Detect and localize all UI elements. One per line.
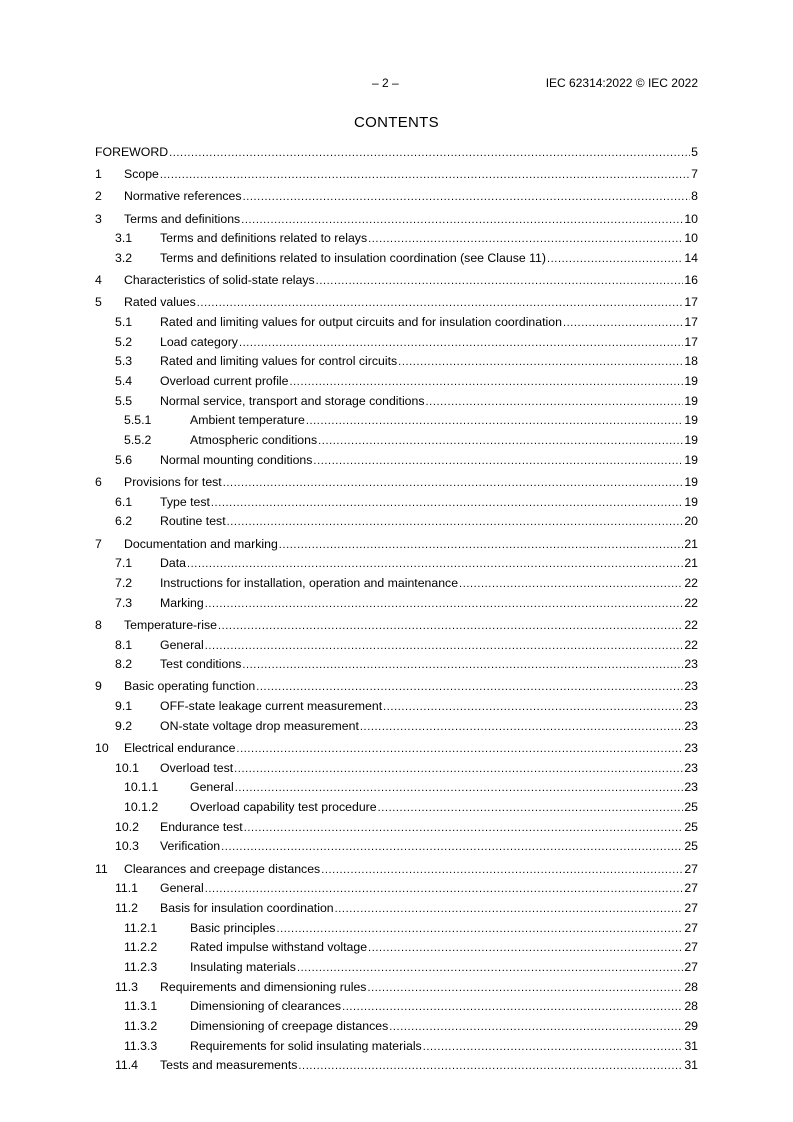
toc-entry-page: 20 <box>684 514 698 529</box>
toc-entry[interactable] <box>95 394 698 414</box>
toc-entry-title: Normal mounting conditions <box>160 452 313 467</box>
toc-entry[interactable] <box>95 980 698 1000</box>
toc-dot-leader <box>318 433 683 447</box>
toc-entry-title: Normal service, transport and storage conditions <box>160 393 425 408</box>
toc-dot-leader <box>316 273 684 287</box>
toc-entry-number: 11.4 <box>115 1058 139 1073</box>
toc-entry-number: 7.2 <box>115 575 133 590</box>
toc-entry-page: 10 <box>684 211 698 226</box>
toc-entry-title: Endurance test <box>160 819 243 834</box>
document-id: IEC 62314:2022 © IEC 2022 <box>545 76 698 90</box>
toc-dot-leader <box>335 901 684 915</box>
toc-entry-page: 8 <box>691 189 698 204</box>
toc-entry[interactable] <box>95 514 698 534</box>
toc-entry-page: 27 <box>684 940 698 955</box>
toc-entry[interactable] <box>95 940 698 960</box>
toc-entry-number: 11.3.3 <box>124 1038 158 1053</box>
toc-entry[interactable] <box>95 839 698 859</box>
toc-dot-leader <box>218 618 683 632</box>
toc-entry-title: Insulating materials <box>190 960 296 974</box>
toc-dot-leader <box>297 960 683 974</box>
toc-entry[interactable] <box>95 251 698 271</box>
toc-dot-leader <box>235 780 684 794</box>
toc-entry-page: 7 <box>691 167 698 182</box>
toc-entry-title: Dimensioning of creepage distances <box>190 1019 389 1034</box>
toc-dot-leader <box>211 495 683 509</box>
toc-dot-leader <box>205 638 684 652</box>
toc-entry-number: 5.3 <box>115 354 133 369</box>
toc-entry-page: 27 <box>684 920 698 935</box>
toc-entry[interactable] <box>95 273 698 293</box>
toc-entry[interactable] <box>95 335 698 355</box>
toc-dot-leader <box>221 839 683 853</box>
toc-dot-leader <box>368 940 683 954</box>
toc-entry-number: 5.1 <box>115 315 133 329</box>
toc-entry-page: 19 <box>684 452 698 467</box>
toc-entry[interactable] <box>95 800 698 820</box>
toc-entry-number: 7.1 <box>115 556 133 571</box>
toc-entry-page: 23 <box>684 679 698 694</box>
toc-entry-number: 8.2 <box>115 657 133 672</box>
toc-entry-title: Overload capability test procedure <box>190 800 377 814</box>
toc-entry-title: Overload test <box>160 760 234 775</box>
toc-dot-leader <box>426 394 684 408</box>
toc-entry[interactable] <box>95 189 698 209</box>
toc-entry-title: Tests and measurements <box>160 1058 298 1073</box>
toc-entry-page: 27 <box>684 900 698 915</box>
toc-dot-leader <box>368 231 683 245</box>
toc-entry-page: 19 <box>684 433 698 448</box>
toc-entry-number: 4 <box>95 273 102 288</box>
toc-dot-leader <box>389 1019 683 1033</box>
toc-entry-number: 10.2 <box>115 819 139 834</box>
toc-entry-title: Atmospheric conditions <box>190 433 318 448</box>
toc-entry-page: 23 <box>684 780 698 795</box>
toc-entry[interactable] <box>95 596 698 616</box>
toc-entry[interactable] <box>95 413 698 433</box>
toc-entry-title: FOREWORD <box>95 145 169 159</box>
toc-entry[interactable] <box>95 881 698 901</box>
toc-dot-leader <box>236 741 683 755</box>
toc-entry-title: Marking <box>160 595 204 610</box>
toc-entry-title: Basic operating function <box>124 679 256 694</box>
toc-entry-page: 27 <box>684 881 698 896</box>
toc-dot-leader <box>398 354 683 368</box>
toc-dot-leader <box>383 699 683 713</box>
toc-entry-title: Ambient temperature <box>190 413 305 428</box>
toc-entry[interactable] <box>95 921 698 941</box>
toc-entry-number: 5.5.1 <box>124 413 152 428</box>
toc-entry-title: ON-state voltage drop measurement <box>160 718 359 733</box>
toc-entry[interactable] <box>95 145 698 165</box>
toc-entry-number: 5.2 <box>115 334 133 349</box>
toc-entry-number: 3 <box>95 211 102 226</box>
toc-entry[interactable] <box>95 1039 698 1059</box>
toc-dot-leader <box>239 335 683 349</box>
toc-entry[interactable] <box>95 638 698 658</box>
toc-entry-number: 10.1 <box>115 760 139 775</box>
toc-entry-title: Terms and definitions related to relays <box>160 231 368 246</box>
toc-entry-page: 25 <box>684 819 698 834</box>
toc-entry-title: Clearances and creepage distances <box>124 861 321 876</box>
toc-entry-number: 11.1 <box>115 881 139 896</box>
toc-dot-leader <box>306 413 683 427</box>
toc-entry-number: 5.5 <box>115 393 133 408</box>
toc-entry-number: 5.4 <box>115 374 133 389</box>
toc-dot-leader <box>423 1039 684 1053</box>
toc-entry[interactable] <box>95 495 698 515</box>
toc-entry[interactable] <box>95 537 698 557</box>
toc-dot-leader <box>360 719 683 733</box>
toc-entry[interactable] <box>95 960 698 980</box>
toc-dot-leader <box>547 251 683 265</box>
toc-entry-title: Instructions for installation, operation and maintenance <box>160 575 459 590</box>
toc-entry-title: Rated impulse withstand voltage <box>190 940 368 955</box>
toc-entry-page: 17 <box>684 315 698 329</box>
toc-entry-page: 5 <box>691 145 698 159</box>
toc-entry-page: 25 <box>684 800 698 814</box>
toc-dot-leader <box>243 189 691 203</box>
toc-entry-number: 11.2 <box>115 900 139 915</box>
toc-entry-page: 19 <box>684 475 698 489</box>
toc-entry-page: 17 <box>684 295 698 310</box>
toc-dot-leader <box>256 679 683 693</box>
toc-entry-number: 7.3 <box>115 595 133 610</box>
toc-dot-leader <box>227 514 684 528</box>
toc-entry-page: 21 <box>684 556 698 571</box>
toc-entry-number: 10.3 <box>115 839 139 854</box>
toc-entry-page: 22 <box>684 575 698 590</box>
toc-entry-number: 6.1 <box>115 494 133 509</box>
toc-entry-page: 17 <box>684 334 698 349</box>
toc-entry[interactable] <box>95 576 698 596</box>
toc-entry-number: 6.2 <box>115 514 133 529</box>
toc-entry-page: 19 <box>684 413 698 428</box>
toc-dot-leader <box>197 295 684 309</box>
toc-entry[interactable] <box>95 315 698 335</box>
toc-entry-title: Overload current profile <box>160 374 289 389</box>
toc-dot-leader <box>321 862 683 876</box>
toc-entry-page: 10 <box>684 231 698 246</box>
toc-entry-page: 25 <box>684 839 698 854</box>
toc-dot-leader <box>244 820 684 834</box>
toc-entry-title: Rated and limiting values for output circuits and for insulation coordination <box>160 315 562 329</box>
toc-entry-number: 10 <box>95 740 109 755</box>
toc-entry-title: Temperature-rise <box>124 617 217 632</box>
toc-entry-number: 11.2.3 <box>124 960 158 974</box>
toc-entry[interactable] <box>95 820 698 840</box>
toc-entry-title: General <box>160 637 204 652</box>
toc-entry-number: 7 <box>95 536 102 551</box>
toc-dot-leader <box>169 145 690 159</box>
toc-entry-page: 22 <box>684 595 698 610</box>
toc-entry-title: Test conditions <box>160 657 242 672</box>
toc-entry[interactable] <box>95 761 698 781</box>
toc-entry-title: Terms and definitions <box>124 211 241 226</box>
toc-entry-number: 9 <box>95 679 102 694</box>
toc-entry-title: Provisions for test <box>124 475 222 489</box>
toc-entry-title: Characteristics of solid-state relays <box>124 273 315 288</box>
toc-entry-number: 2 <box>95 189 102 204</box>
toc-entry-page: 23 <box>684 760 698 775</box>
toc-entry-title: Basic principles <box>190 920 276 935</box>
toc-entry-page: 28 <box>684 979 698 994</box>
toc-entry-title: General <box>190 780 234 795</box>
toc-entry-page: 18 <box>684 354 698 369</box>
toc-dot-leader <box>205 881 684 895</box>
toc-entry-number: 10.1.1 <box>124 780 159 795</box>
toc-entry-page: 22 <box>684 637 698 652</box>
toc-entry[interactable] <box>95 1058 698 1078</box>
toc-entry[interactable] <box>95 901 698 921</box>
toc-dot-leader <box>276 921 683 935</box>
toc-entry-title: Documentation and marking <box>124 536 278 551</box>
toc-entry[interactable] <box>95 475 698 495</box>
toc-entry-title: Requirements and dimensioning rules <box>160 979 367 994</box>
toc-entry-number: 5.5.2 <box>124 433 152 448</box>
toc-entry-title: Type test <box>160 494 210 509</box>
toc-entry-page: 23 <box>684 718 698 733</box>
toc-entry-page: 29 <box>684 1019 698 1034</box>
toc-entry-title: General <box>160 881 204 896</box>
toc-entry-number: 11 <box>95 861 108 876</box>
toc-entry-page: 16 <box>684 273 698 288</box>
toc-dot-leader <box>459 576 683 590</box>
toc-entry-number: 1 <box>95 167 102 182</box>
toc-entry[interactable] <box>95 741 698 761</box>
toc-entry-page: 23 <box>684 657 698 672</box>
toc-dot-leader <box>242 657 683 671</box>
toc-entry[interactable] <box>95 374 698 394</box>
toc-entry-number: 6 <box>95 475 102 489</box>
toc-dot-leader <box>160 167 690 181</box>
toc-dot-leader <box>298 1058 683 1072</box>
toc-entry-page: 14 <box>684 250 698 265</box>
toc-entry-number: 11.3 <box>115 979 139 994</box>
toc-entry-page: 21 <box>684 536 698 551</box>
toc-entry-number: 11.2.2 <box>124 940 158 955</box>
toc-entry-title: Load category <box>160 334 238 349</box>
toc-dot-leader <box>279 537 684 551</box>
toc-entry-number: 11.3.1 <box>124 999 158 1014</box>
toc-dot-leader <box>378 800 684 814</box>
toc-entry[interactable] <box>95 862 698 882</box>
toc-entry-page: 19 <box>684 494 698 509</box>
toc-entry-title: Dimensioning of clearances <box>190 999 342 1014</box>
toc-entry-title: Rated values <box>124 295 196 310</box>
toc-entry[interactable] <box>95 780 698 800</box>
toc-dot-leader <box>234 761 683 775</box>
page-title: CONTENTS <box>354 114 439 131</box>
toc-dot-leader <box>290 374 684 388</box>
toc-entry[interactable] <box>95 556 698 576</box>
toc-dot-leader <box>563 315 683 329</box>
toc-entry-page: 27 <box>684 861 698 876</box>
toc-entry[interactable] <box>95 657 698 677</box>
toc-entry[interactable] <box>95 719 698 739</box>
toc-entry-page: 19 <box>684 393 698 408</box>
toc-entry[interactable] <box>95 1019 698 1039</box>
toc-entry[interactable] <box>95 433 698 453</box>
toc-entry[interactable] <box>95 699 698 719</box>
toc-dot-leader <box>241 212 683 226</box>
toc-entry-page: 31 <box>684 1058 698 1073</box>
toc-entry-number: 10.1.2 <box>124 800 159 814</box>
toc-entry-number: 3.1 <box>115 231 133 246</box>
toc-entry-page: 31 <box>684 1038 698 1053</box>
toc-entry[interactable] <box>95 618 698 638</box>
toc-entry[interactable] <box>95 295 698 315</box>
toc-dot-leader <box>367 980 683 994</box>
toc-entry[interactable] <box>95 679 698 699</box>
toc-entry-page: 27 <box>684 960 698 974</box>
toc-entry-title: Basis for insulation coordination <box>160 900 334 915</box>
toc-entry[interactable] <box>95 999 698 1019</box>
toc-dot-leader <box>187 556 683 570</box>
toc-entry[interactable] <box>95 231 698 251</box>
toc-entry-page: 28 <box>684 999 698 1014</box>
toc-entry-title: Normative references <box>124 189 242 204</box>
toc-entry-title: Rated and limiting values for control circuits <box>160 354 398 369</box>
toc-entry-page: 22 <box>684 617 698 632</box>
toc-entry-title: Requirements for solid insulating materials <box>190 1038 422 1053</box>
toc-dot-leader <box>205 596 684 610</box>
toc-entry-title: Verification <box>160 839 221 854</box>
toc-entry[interactable] <box>95 354 698 374</box>
toc-entry-number: 8.1 <box>115 637 133 652</box>
toc-entry[interactable] <box>95 167 698 187</box>
table-of-contents <box>95 145 698 1078</box>
toc-entry-number: 11.2.1 <box>124 920 158 935</box>
toc-entry-page: 23 <box>684 740 698 755</box>
toc-entry[interactable] <box>95 453 698 473</box>
toc-entry-title: OFF-state leakage current measurement <box>160 699 383 714</box>
toc-entry-number: 11.3.2 <box>124 1019 158 1034</box>
toc-entry-number: 9.1 <box>115 699 133 714</box>
toc-entry-title: Routine test <box>160 514 226 529</box>
toc-entry-number: 9.2 <box>115 718 133 733</box>
toc-dot-leader <box>342 999 683 1013</box>
toc-entry-title: Data <box>160 556 186 571</box>
toc-entry[interactable] <box>95 212 698 232</box>
toc-entry-title: Scope <box>124 167 159 182</box>
toc-entry-page: 19 <box>684 374 698 389</box>
toc-dot-leader <box>223 475 684 489</box>
toc-entry-number: 5.6 <box>115 452 133 467</box>
toc-entry-number: 8 <box>95 617 102 632</box>
toc-entry-number: 5 <box>95 295 102 310</box>
toc-entry-title: Electrical endurance <box>124 740 236 755</box>
toc-entry-number: 3.2 <box>115 250 133 265</box>
toc-entry-page: 23 <box>684 699 698 714</box>
toc-entry-title: Terms and definitions related to insulation coordination (see Clause 11) <box>160 250 546 265</box>
page-number: – 2 – <box>372 76 399 90</box>
toc-dot-leader <box>313 453 683 467</box>
